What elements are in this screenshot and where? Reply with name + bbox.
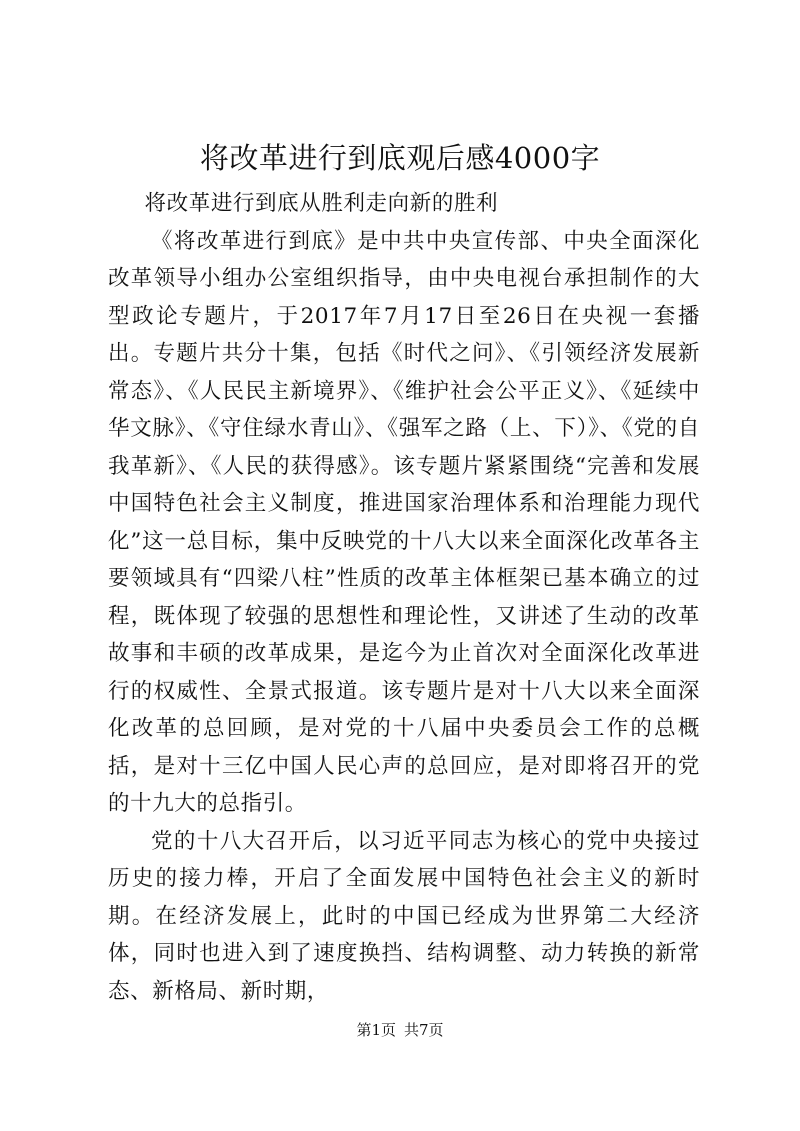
- page-total: 共7页: [404, 1021, 444, 1039]
- subtitle-paragraph: 将改革进行到底从胜利走向新的胜利: [144, 191, 499, 216]
- page-number: 第1页: [356, 1021, 396, 1039]
- body-paragraph: 党的十八大召开后，以习近平同志为核心的党中央接过历史的接力棒，开启了全面发展中国特色社会主义的新时期。在经济发展上，此时的中国已经成为世界第二大经济体，同时也进入到了速度换挡、结构调整、动力转换的新常态、新格局、新时期，: [108, 828, 700, 1004]
- page-footer: [0, 1020, 800, 1040]
- document-body: [108, 185, 700, 1010]
- document-title: 将改革进行到底观后感4000字: [199, 141, 601, 175]
- body-paragraph: 《将改革进行到底》是中共中央宣传部、中央全面深化改革领导小组办公室组织指导，由中央电视台承担制作的大型政论专题片，于2017年7月17日至26日在央视一套播出。专题片共分十集，包括《时代之问》、《引领经济发展新常态》、《人民民主新境界》、《维护社会公平正义》、《延续中华文脉》、《守住绿水青山》、《强军之路（上、下）》、《党的自我革新》、《人民的获得感》。该专题片紧紧围绕“完善和发展中国特色社会主义制度，推进国家治理体系和治理能力现代化”这一总目标，集中反映党的十八大以来全面深化改革各主要领域具有“四梁八柱”性质的改革主体框架已基本确立的过程，既体现了较强的思想性和理论性，又讲述了生动的改革故事和丰硕的改革成果，是迄今为止首次对全面深化改革进行的权威性、全景式报道。该专题片是对十八大以来全面深化改革的总回顾，是对党的十八届中央委员会工作的总概括，是对十三亿中国人民心声的总回应，是对即将召开的党的十九大的总指引。: [108, 228, 700, 816]
